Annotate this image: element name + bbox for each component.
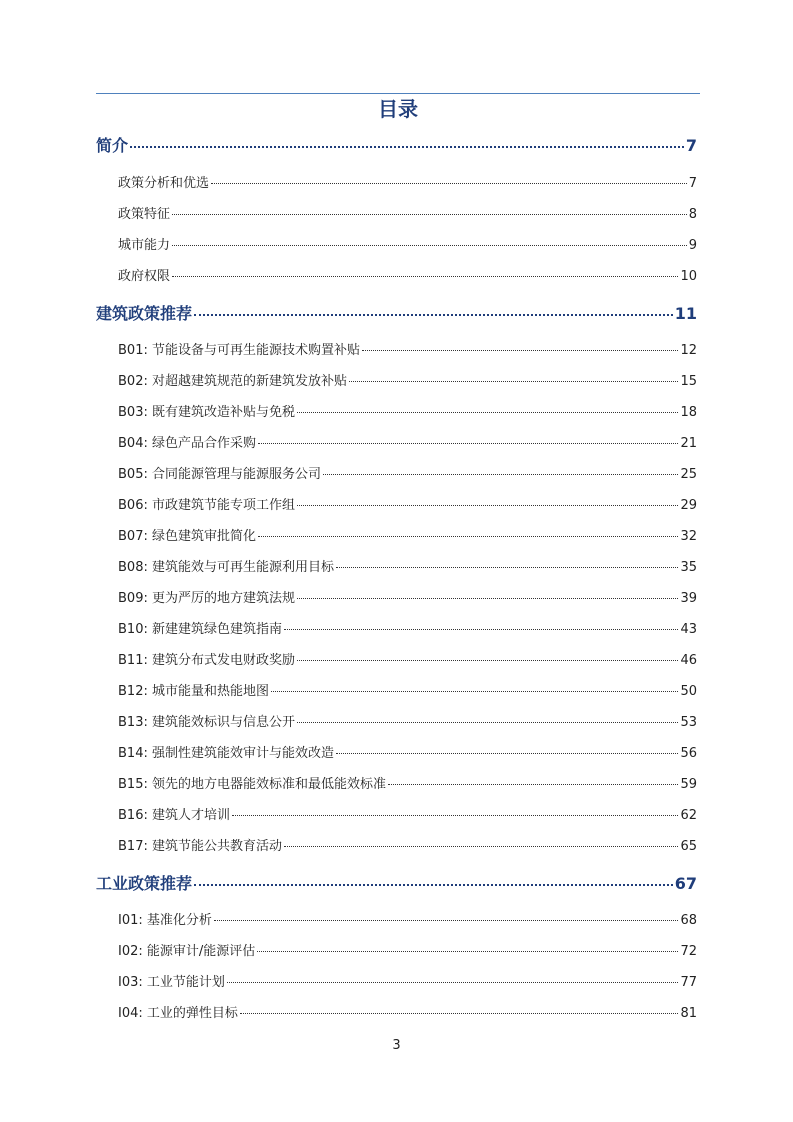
toc-entry-page: 10: [680, 269, 697, 284]
toc-entry[interactable]: [118, 401, 697, 420]
toc-entry[interactable]: [118, 804, 697, 823]
toc-entry-page: 56: [680, 746, 697, 761]
dot-leader: [194, 884, 673, 886]
dot-leader: [258, 443, 678, 444]
dot-leader: [297, 505, 678, 506]
toc-entry[interactable]: [118, 618, 697, 637]
toc-entry-page: 67: [674, 874, 697, 893]
toc-entry-page: 25: [680, 467, 697, 482]
toc-entry-label: B04: 绿色产品合作采购: [118, 436, 256, 451]
dot-leader: [214, 920, 679, 921]
toc-entry[interactable]: [118, 1002, 697, 1021]
toc-entry-page: 32: [680, 529, 697, 544]
toc-entry-label: 政策特征: [118, 207, 171, 222]
dot-leader: [323, 474, 678, 475]
toc-entry-label: 简介: [96, 136, 129, 155]
toc-entry-label: B02: 对超越建筑规范的新建筑发放补贴: [118, 374, 347, 389]
toc-entry-label: B15: 领先的地方电器能效标准和最低能效标准: [118, 777, 386, 792]
toc-entry[interactable]: [118, 742, 697, 761]
toc-entry-label: B16: 建筑人才培训: [118, 808, 230, 823]
toc-entry-label: B08: 建筑能效与可再生能源利用目标: [118, 560, 334, 575]
toc-entry[interactable]: [118, 494, 697, 513]
toc-entry[interactable]: [118, 234, 697, 253]
dot-leader: [240, 1013, 679, 1014]
toc-entry[interactable]: [118, 370, 697, 389]
toc-entry[interactable]: [118, 649, 697, 668]
toc-entry-label: B13: 建筑能效标识与信息公开: [118, 715, 295, 730]
toc-entry[interactable]: [118, 556, 697, 575]
toc-entry-label: I02: 能源审计/能源评估: [118, 944, 256, 959]
toc-entry-label: B07: 绿色建筑审批简化: [118, 529, 256, 544]
toc-entry-page: 59: [680, 777, 697, 792]
toc-entry[interactable]: [118, 971, 697, 990]
toc-entry-page: 39: [680, 591, 697, 606]
dot-leader: [258, 536, 678, 537]
toc-entry-page: 18: [680, 405, 697, 420]
toc-entry-page: 81: [680, 1006, 697, 1021]
dot-leader: [227, 982, 679, 983]
toc-entry-page: 62: [680, 808, 697, 823]
toc-entry[interactable]: [118, 940, 697, 959]
dot-leader: [172, 276, 678, 277]
toc-entry-page: 7: [688, 176, 697, 191]
toc-entry-page: 72: [680, 944, 697, 959]
toc-entry-page: 8: [688, 207, 697, 222]
toc-entry[interactable]: [118, 463, 697, 482]
toc-entry-page: 68: [680, 913, 697, 928]
dot-leader: [336, 567, 678, 568]
toc-entry-page: 12: [680, 343, 697, 358]
toc-entry-label: 工业政策推荐: [96, 874, 193, 893]
dot-leader: [211, 183, 687, 184]
toc-entry-label: B10: 新建建筑绿色建筑指南: [118, 622, 282, 637]
toc-entry-label: 建筑政策推荐: [96, 304, 193, 323]
toc-entry-label: I03: 工业节能计划: [118, 975, 225, 990]
toc-entry-page: 15: [680, 374, 697, 389]
dot-leader: [349, 381, 678, 382]
toc-entry[interactable]: [118, 339, 697, 358]
toc-entry-page: 29: [680, 498, 697, 513]
toc-entry-label: B03: 既有建筑改造补贴与免税: [118, 405, 295, 420]
toc-entry-label: B06: 市政建筑节能专项工作组: [118, 498, 295, 513]
toc-entry[interactable]: [118, 432, 697, 451]
toc-entry-page: 35: [680, 560, 697, 575]
page-number: 3: [392, 1038, 401, 1053]
dot-leader: [271, 691, 678, 692]
dot-leader: [194, 314, 673, 316]
toc-entry-label: B05: 合同能源管理与能源服务公司: [118, 467, 321, 482]
dot-leader: [297, 598, 678, 599]
toc-entry-label: B14: 强制性建筑能效审计与能效改造: [118, 746, 334, 761]
toc-entry[interactable]: [118, 265, 697, 284]
toc-entry[interactable]: [118, 711, 697, 730]
toc-entry-page: 50: [680, 684, 697, 699]
dot-leader: [362, 350, 678, 351]
toc-title: 目录: [378, 97, 418, 121]
dot-leader: [172, 245, 687, 246]
toc-entry-page: 53: [680, 715, 697, 730]
dot-leader: [388, 784, 678, 785]
toc-entry[interactable]: [118, 525, 697, 544]
toc-entry[interactable]: [118, 835, 697, 854]
toc-entry-page: 43: [680, 622, 697, 637]
dot-leader: [172, 214, 687, 215]
toc-entry-industry[interactable]: [96, 871, 697, 894]
dot-leader: [257, 951, 678, 952]
dot-leader: [297, 412, 678, 413]
toc-entry-label: B09: 更为严厉的地方建筑法规: [118, 591, 295, 606]
toc-entry-label: 政策分析和优选: [118, 176, 210, 191]
toc-entry-page: 46: [680, 653, 697, 668]
toc-entry-label: B01: 节能设备与可再生能源技术购置补贴: [118, 343, 360, 358]
toc-entry-label: B12: 城市能量和热能地图: [118, 684, 269, 699]
toc-entry-page: 77: [680, 975, 697, 990]
toc-entry-label: I04: 工业的弹性目标: [118, 1006, 238, 1021]
toc-entry[interactable]: [118, 587, 697, 606]
dot-leader: [284, 846, 678, 847]
toc-entry-label: B11: 建筑分布式发电财政奖励: [118, 653, 295, 668]
toc-entry-page: 21: [680, 436, 697, 451]
toc-entry[interactable]: [118, 172, 697, 191]
toc-entry[interactable]: [118, 203, 697, 222]
toc-entry[interactable]: [118, 773, 697, 792]
toc-entry[interactable]: [118, 680, 697, 699]
toc-entry-page: 7: [685, 136, 697, 155]
toc-entry[interactable]: [118, 909, 697, 928]
toc-entry-page: 11: [674, 304, 697, 323]
toc-entry-page: 65: [680, 839, 697, 854]
toc-entry-label: 政府权限: [118, 269, 171, 284]
toc-entry-label: I01: 基准化分析: [118, 913, 212, 928]
dot-leader: [232, 815, 678, 816]
toc-entry-page: 9: [688, 238, 697, 253]
dot-leader: [284, 629, 678, 630]
toc-entry-label: 城市能力: [118, 238, 171, 253]
toc-entry-intro[interactable]: [96, 133, 697, 156]
toc-entry-label: B17: 建筑节能公共教育活动: [118, 839, 282, 854]
header-rule: [96, 93, 700, 94]
dot-leader: [336, 753, 678, 754]
dot-leader: [130, 146, 684, 148]
dot-leader: [297, 660, 678, 661]
dot-leader: [297, 722, 678, 723]
toc-entry-buildings[interactable]: [96, 301, 697, 324]
